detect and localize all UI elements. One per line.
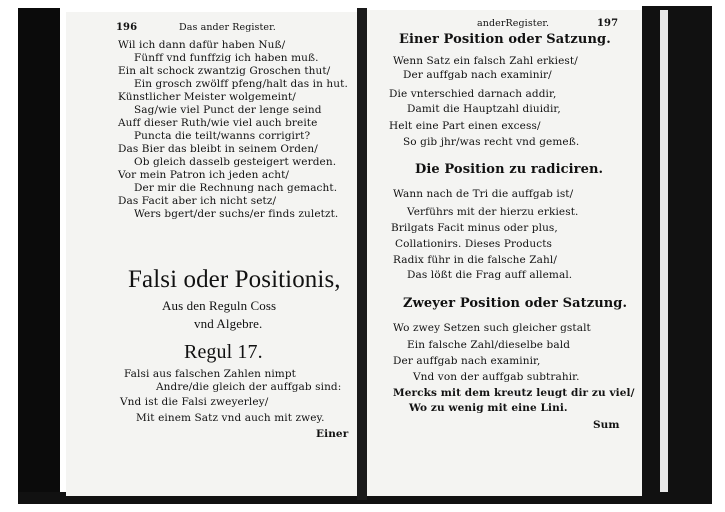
verse-line: Wers bgert/der suchs/er finds zuletzt. (134, 208, 339, 220)
left-page (66, 12, 357, 496)
running-head: anderRegister. (477, 18, 550, 29)
verse-line: Vor mein Patron ich jeden acht/ (118, 169, 290, 181)
verse-line: Der mir die Rechnung nach gemacht. (134, 182, 338, 194)
verse-line: Wann nach de Tri die auffgab ist/ (393, 188, 574, 200)
verse-line: Der auffgab nach examinir, (393, 355, 541, 367)
page-number: 196 (116, 22, 138, 33)
rule-heading: Regul 17. (184, 341, 263, 363)
right-page (367, 10, 642, 496)
verse-line: Wo zu wenig mit eine Lini. (409, 402, 568, 414)
section-subtitle: Aus den Reguln Coss (162, 298, 277, 313)
verse-line: Sag/wie viel Punct der lenge seind (134, 104, 322, 116)
verse-line: Radix führ in die falsche Zahl/ (393, 254, 558, 266)
verse-line: Ob gleich dasselb gesteigert werden. (134, 156, 337, 168)
verse-line: Wenn Satz ein falsch Zahl erkiest/ (393, 55, 578, 67)
verse-line: Das Bier das bleibt in seinem Orden/ (118, 143, 318, 155)
verse-line: Brilgats Facit minus oder plus, (391, 222, 558, 234)
section-heading: Die Position zu radiciren. (415, 162, 604, 177)
verse-line: Falsi aus falschen Zahlen nimpt (124, 368, 296, 380)
verse-line: Collationirs. Dieses Products (395, 238, 553, 250)
verse-line: So gib jhr/was recht vnd gemeß. (403, 136, 580, 148)
verse-line: Die vnterschied darnach addir, (389, 88, 557, 100)
page-number: 197 (597, 18, 619, 29)
catchword: Sum (593, 419, 620, 431)
verse-line: Fünff vnd funffzig ich haben muß. (134, 52, 319, 64)
page-edge-strip (660, 10, 668, 500)
section-title: Falsi oder Positionis, (128, 266, 341, 293)
verse-line: Ein alt schock zwantzig Groschen thut/ (118, 65, 331, 77)
scan-border-right (642, 6, 712, 504)
verse-line: Wil ich dann dafür haben Nuß/ (118, 39, 286, 51)
verse-line: Mercks mit dem kreutz leugt dir zu viel/ (393, 387, 635, 399)
verse-line: Vnd von der auffgab subtrahir. (413, 371, 580, 383)
scan-border-left (18, 8, 60, 503)
verse-line: Andre/die gleich der auffgab sind: (156, 381, 342, 393)
verse-line: Künstlicher Meister wolgemeint/ (118, 91, 296, 103)
section-heading: Zweyer Position oder Satzung. (403, 296, 628, 311)
book-gutter (357, 8, 367, 500)
verse-line: Der auffgab nach examinir/ (403, 69, 552, 81)
verse-line: Damit die Hauptzahl diuidir, (407, 103, 561, 115)
verse-line: Mit einem Satz vnd auch mit zwey. (136, 412, 325, 424)
verse-line: Helt eine Part einen excess/ (389, 120, 541, 132)
verse-line: Auff dieser Ruth/wie viel auch breite (118, 117, 318, 129)
verse-line: Verführs mit der hierzu erkiest. (407, 206, 579, 218)
section-heading: Einer Position oder Satzung. (399, 32, 611, 47)
catchword: Einer (316, 428, 349, 440)
verse-line: Ein grosch zwölff pfeng/halt das in hut. (134, 78, 348, 90)
verse-line: Puncta die teilt/wanns corrigirt? (134, 130, 311, 142)
verse-line: Vnd ist die Falsi zweyerley/ (120, 396, 269, 408)
verse-line: Das Facit aber ich nicht setz/ (118, 195, 277, 207)
verse-line: Das lößt die Frag auff allemal. (407, 269, 573, 281)
verse-line: Ein falsche Zahl/dieselbe bald (407, 339, 571, 351)
section-subtitle: vnd Algebre. (194, 316, 263, 331)
running-head: Das ander Register. (179, 22, 276, 33)
verse-line: Wo zwey Setzen such gleicher gstalt (393, 322, 591, 334)
